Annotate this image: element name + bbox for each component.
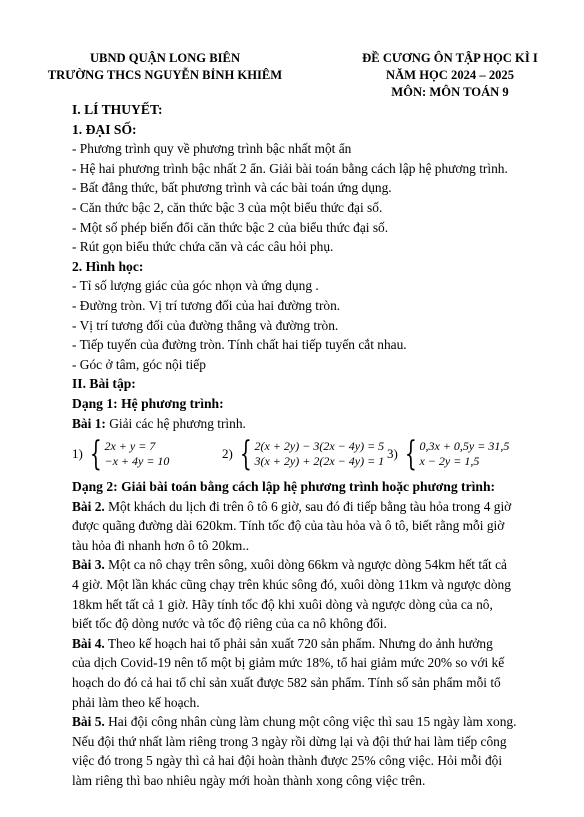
problem-3 [72, 555, 552, 633]
problem-1 [72, 414, 552, 434]
algebra-item: - Một số phép biến đổi căn thức bậc 2 của biểu thức đại số. [72, 219, 389, 235]
brace-icon: { [404, 434, 417, 475]
header-left [40, 50, 290, 84]
problem-line: 4 giờ. Một lần khác cũng chạy trên khúc sông đó, xuôi dòng 11km và ngược dòng [72, 577, 511, 593]
exercises-heading: II. Bài tập: [72, 376, 136, 392]
problem-5 [72, 712, 552, 790]
problem-label: Bài 1: [72, 415, 106, 431]
equation: 2(x + 2y) − 3(2x − 4y) = 5 [254, 439, 385, 454]
problem-label: Bài 2. [72, 498, 105, 514]
problem-line: phải làm theo kế hoạch. [72, 694, 200, 710]
equation-system [72, 434, 222, 475]
problem-line: Hai đội công nhân cùng làm chung một công việc thì sau 15 ngày làm xong. [104, 714, 517, 730]
problem-text: Giải các hệ phương trình. [105, 415, 246, 431]
equation: −x + 4y = 10 [104, 454, 170, 469]
problem-2 [72, 497, 552, 556]
header-right [330, 50, 570, 101]
problem-line: Nếu đội thứ nhất làm riêng trong 3 ngày rồi dừng lại và đội thứ hai làm tiếp công [72, 733, 507, 749]
algebra-item: - Hệ hai phương trình bậc nhất 2 ẩn. Giải bài toán bằng cách lập hệ phương trình. [72, 160, 508, 176]
geometry-item: - Tỉ số lượng giác của góc nhọn và ứng dụng . [72, 278, 319, 294]
algebra-heading: 1. ĐẠI SỐ: [72, 121, 137, 137]
equation-system [387, 434, 527, 475]
problem-line: hoạch do đó cả hai tổ chỉ sản xuất được 582 sản phẩm. Tính số sản phẩm mỗi tổ [72, 675, 501, 691]
document-title: ĐỀ CƯƠNG ÔN TẬP HỌC KÌ I [362, 51, 538, 65]
algebra-item: - Rút gọn biểu thức chứa căn và các câu hỏi phụ. [72, 239, 334, 255]
geometry-item: - Vị trí tương đối của đường thẳng và đường tròn. [72, 317, 339, 333]
equation: 3(x + 2y) + 2(2x − 4y) = 1 [254, 454, 385, 469]
problem-line: biết tốc độ dòng nước và tốc độ riêng của ca nô không đổi. [72, 616, 387, 632]
problem-line: tàu hỏa đi nhanh hơn ô tô 20km.. [72, 537, 250, 553]
form1-heading: Dạng 1: Hệ phương trình: [72, 395, 224, 411]
problem-line: của dịch Covid-19 nên tổ một bị giảm mức 18%, tổ hai giảm mức 20% so với kế [72, 655, 505, 671]
equation-system [222, 434, 387, 475]
algebra-item: - Căn thức bậc 2, căn thức bậc 3 của một biểu thức đại số. [72, 199, 383, 215]
problem-label: Bài 4. [72, 635, 105, 651]
algebra-item: - Bất đẳng thức, bất phương trình và các bài toán ứng dụng. [72, 180, 392, 196]
geometry-item: - Đường tròn. Vị trí tương đối của hai đường tròn. [72, 297, 341, 313]
equation: 2x + y = 7 [104, 439, 156, 454]
system-index: 1) [72, 446, 83, 462]
problem-line: được quãng đường dài 620km. Tính tốc độ của tàu hỏa và ô tô, biết rằng mỗi giờ [72, 518, 505, 534]
equation: 0,3x + 0,5y = 31,5 [419, 439, 510, 454]
geometry-item: - Góc ở tâm, góc nội tiếp [72, 356, 206, 372]
problem-line: làm riêng thì bao nhiêu ngày mới hoàn thành xong công việc trên. [72, 773, 426, 788]
equation: x − 2y = 1,5 [419, 454, 480, 469]
problem-line: Theo kế hoạch hai tổ phải sản xuất 720 sản phẩm. Nhưng do ảnh hưởng [104, 635, 493, 651]
system-index: 3) [387, 446, 398, 462]
theory-heading: I. LÍ THUYẾT: [72, 102, 163, 117]
equation-systems [72, 433, 552, 475]
problem-label: Bài 5. [72, 714, 105, 730]
document-body [72, 100, 552, 791]
system-index: 2) [222, 446, 233, 462]
brace-icon: { [239, 434, 252, 475]
subject: MÔN: MÔN TOÁN 9 [391, 85, 509, 99]
school-year: NĂM HỌC 2024 – 2025 [385, 68, 515, 82]
geometry-item: - Tiếp tuyến của đường tròn. Tính chất hai tiếp tuyến cắt nhau. [72, 337, 407, 353]
problem-line: Một ca nô chạy trên sông, xuôi dòng 66km và ngược dòng 54km hết tất cả [104, 557, 507, 573]
problem-line: việc đó trong 5 ngày thì cả hai đội hoàn thành được 25% công việc. Hỏi mỗi đội [72, 753, 503, 769]
district-name: UBND QUẬN LONG BIÊN [89, 51, 241, 65]
form2-heading: Dạng 2: Giải bài toán bằng cách lập hệ phương trình hoặc phương trình: [72, 479, 496, 495]
problem-label: Bài 3. [72, 557, 105, 573]
school-name: TRƯỜNG THCS NGUYỄN BỈNH KHIÊM [47, 68, 283, 82]
brace-icon: { [89, 434, 102, 475]
problem-4 [72, 634, 552, 712]
algebra-item: - Phương trình quy về phương trình bậc nhất một ẩn [72, 141, 352, 157]
geometry-heading: 2. Hình học: [72, 258, 144, 274]
problem-line: Một khách du lịch đi trên ô tô 6 giờ, sau đó đi tiếp bằng tàu hỏa trong 4 giờ [104, 498, 512, 514]
problem-line: 18km hết tất cả 1 giờ. Hãy tính tốc độ khi xuôi dòng và ngược dòng của ca nô, [72, 596, 493, 612]
